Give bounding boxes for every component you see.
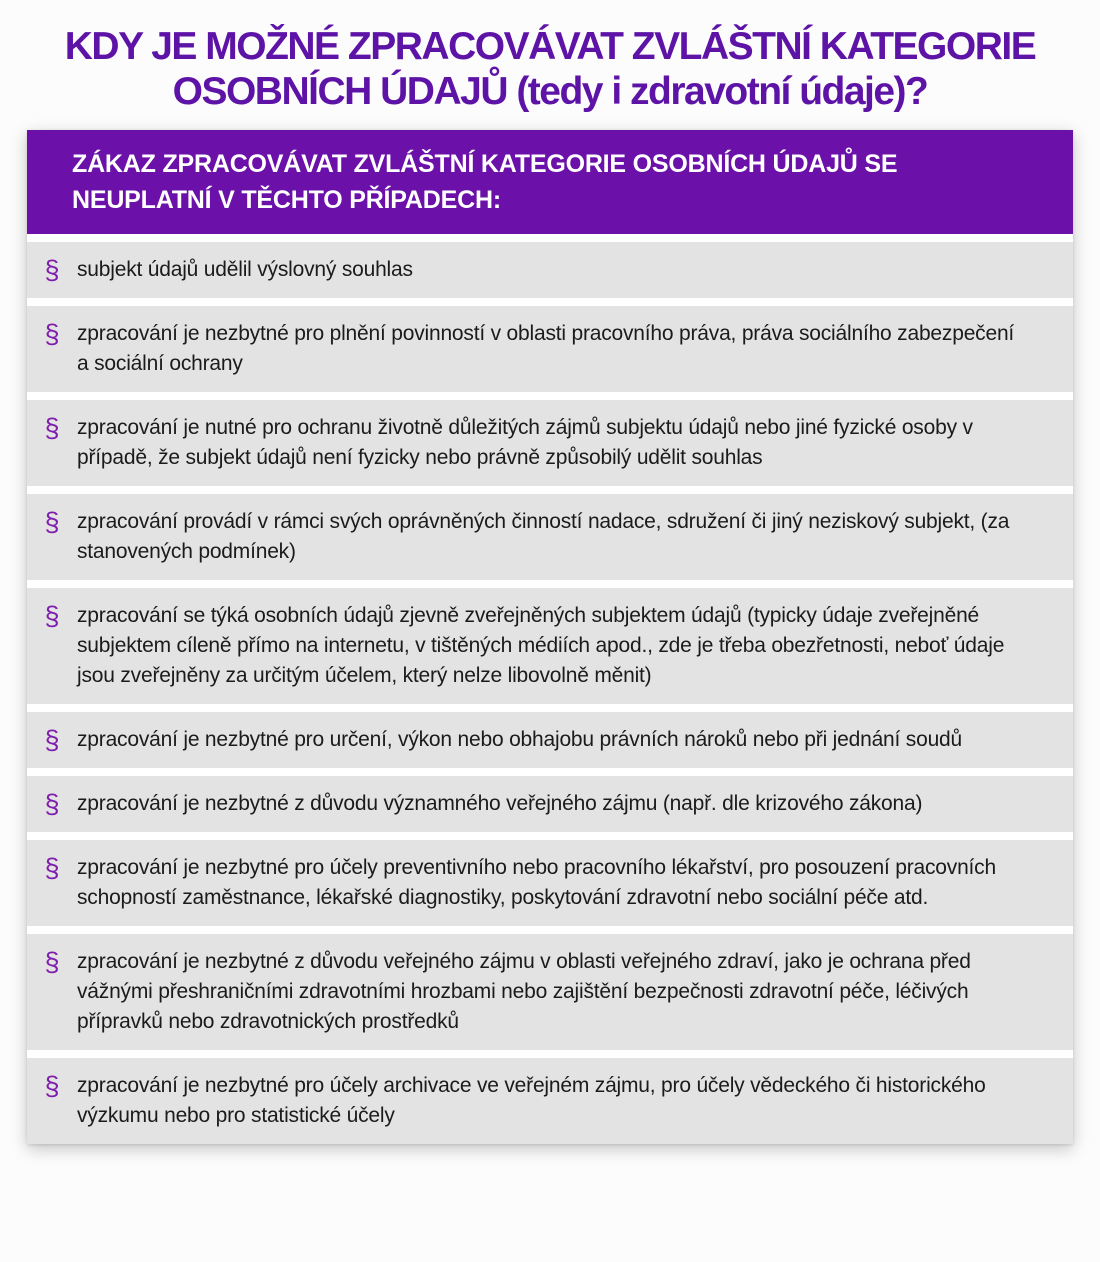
exceptions-list [27, 242, 1073, 1144]
page-title-line-1: KDY JE MOŽNÉ ZPRACOVÁVAT ZVLÁŠTNÍ KATEGORIE [64, 25, 1036, 68]
list-item-text: zpracování je nezbytné pro určení, výkon nebo obhajobu právních nároků nebo při jednání soudů [77, 728, 963, 751]
section-symbol-icon: § [44, 255, 60, 285]
list-item [27, 712, 1073, 768]
list-item [27, 588, 1073, 704]
section-symbol-icon: § [44, 507, 60, 537]
content-card [27, 130, 1073, 1144]
section-symbol-icon: § [44, 789, 60, 819]
list-item-text: zpracování je nezbytné pro účely archivace ve veřejném zájmu, pro účely vědeckého či historického výzkumu nebo pro statistické účely [77, 1074, 986, 1127]
list-item [27, 934, 1073, 1050]
section-symbol-icon: § [44, 725, 60, 755]
section-symbol-icon: § [44, 853, 60, 883]
section-symbol-icon: § [44, 947, 60, 977]
list-item-text: zpracování provádí v rámci svých oprávněných činností nadace, sdružení či jiný neziskový subjekt, (za stanovených podmínek) [77, 510, 1010, 563]
page-title [20, 24, 1080, 114]
prohibition-banner [27, 130, 1073, 234]
list-item [27, 840, 1073, 926]
section-symbol-icon: § [44, 601, 60, 631]
page-title-line-2: OSOBNÍCH ÚDAJŮ (tedy i zdravotní údaje)? [172, 70, 928, 113]
list-item-text: subjekt údajů udělil výslovný souhlas [77, 258, 413, 281]
list-item-text: zpracování se týká osobních údajů zjevně zveřejněných subjektem údajů (typicky údaje zveřejněné subjektem cíleně přímo na internetu, v tištěných médiích apod., zde je třeba obezřetnosti, neboť údaje jsou zveřejněny za určitým účelem, který nelze libovolně měnit) [77, 604, 1005, 687]
section-symbol-icon: § [44, 413, 60, 443]
list-item [27, 242, 1073, 298]
list-item [27, 1058, 1073, 1144]
list-item-text: zpracování je nezbytné pro plnění povinností v oblasti pracovního práva, práva sociálního zabezpečení a sociální ochrany [77, 322, 1015, 375]
list-item [27, 400, 1073, 486]
section-symbol-icon: § [44, 319, 60, 349]
list-item [27, 306, 1073, 392]
list-item-text: zpracování je nezbytné pro účely preventivního nebo pracovního lékařství, pro posouzení pracovních schopností zaměstnance, lékařské diagnostiky, poskytování zdravotní nebo sociální péče atd. [77, 856, 996, 909]
list-item-text: zpracování je nezbytné z důvodu významného veřejného zájmu (např. dle krizového zákona) [77, 792, 923, 815]
section-symbol-icon: § [44, 1071, 60, 1101]
list-item [27, 776, 1073, 832]
list-item [27, 494, 1073, 580]
list-item-text: zpracování je nezbytné z důvodu veřejného zájmu v oblasti veřejného zdraví, jako je ochrana před vážnými přeshraničními zdravotními hrozbami nebo zajištění bezpečnosti zdravotní péče, léčivých přípravků nebo zdravotnických prostředků [77, 950, 971, 1033]
banner-line-1: ZÁKAZ ZPRACOVÁVAT ZVLÁŠTNÍ KATEGORIE OSOBNÍCH ÚDAJŮ SE [72, 150, 898, 178]
banner-line-2: NEUPLATNÍ V TĚCHTO PŘÍPADECH: [72, 186, 501, 214]
list-item-text: zpracování je nutné pro ochranu životně důležitých zájmů subjektu údajů nebo jiné fyzické osoby v případě, že subjekt údajů není fyzicky nebo právně způsobilý udělit souhlas [77, 416, 973, 469]
